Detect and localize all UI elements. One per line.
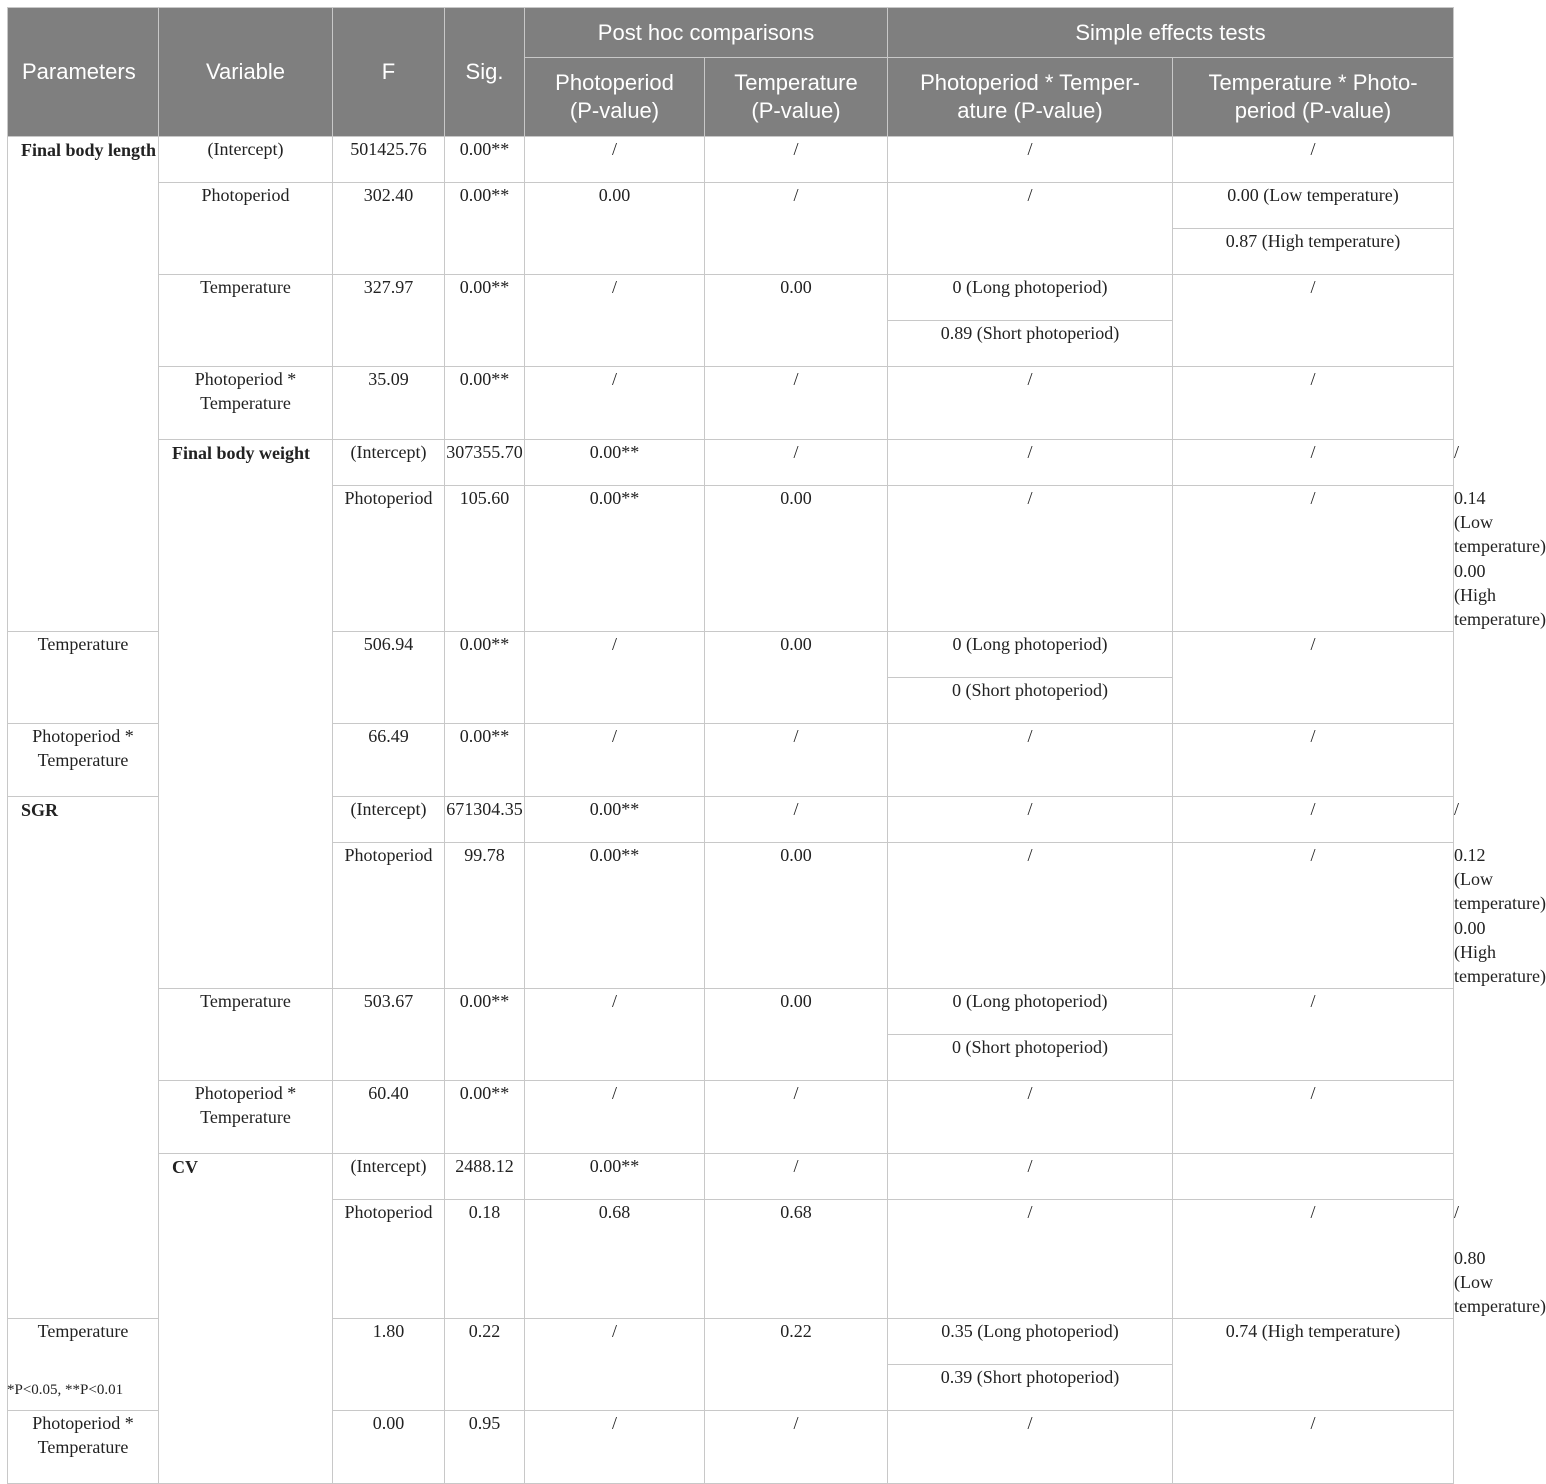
cell-post-temperature: / [888, 843, 1173, 989]
cell-variable: (Intercept) [333, 797, 445, 843]
cell-variable: (Intercept) [333, 1154, 445, 1200]
cell-sig: 0.22 [445, 1319, 525, 1411]
variable-line: Temperature [200, 1107, 291, 1127]
cell-f: 2488.12 [445, 1154, 525, 1200]
variable-line: Temperature [200, 393, 291, 413]
parameter-name: CV [159, 1154, 333, 1484]
cell-se-photo-temp: 0.89 (Short photoperiod) [888, 321, 1173, 367]
cell-sig: 0.00** [525, 1154, 705, 1200]
cell-se-temp-photo: / [1173, 137, 1454, 183]
cell-post-temperature: 0.00 [705, 632, 888, 724]
table-row [8, 1081, 1454, 1154]
cell-sig: 0.95 [445, 1411, 525, 1484]
cell-variable [159, 367, 333, 440]
cell-se-photo-temp: 0.39 (Short photoperiod) [888, 1365, 1173, 1411]
cell-sig: 0.00** [445, 1081, 525, 1154]
cell-se-temp-photo: 0.74 (High temperature) [1173, 1319, 1454, 1411]
cell-variable: Photoperiod [159, 183, 333, 275]
cell-variable: (Intercept) [159, 137, 333, 183]
header-post-hoc: Post hoc comparisons [525, 8, 888, 58]
cell-se-photo-temp: / [888, 183, 1173, 275]
cell-variable [159, 1081, 333, 1154]
cell-post-photoperiod: / [525, 275, 705, 367]
cell-se-temp-photo: / [1173, 275, 1454, 367]
variable-line: Photoperiod * [194, 1083, 297, 1103]
table-row: Photoperiod 105.60 0.00** 0.00 / / 0.14 (Low temperature) [8, 486, 1454, 559]
cell-variable: Temperature [8, 1319, 159, 1411]
cell-variable: Photoperiod [333, 486, 445, 632]
table-row [8, 1154, 1454, 1200]
cell-post-photoperiod: / [525, 724, 705, 797]
header-simple-effects: Simple effects tests [888, 8, 1454, 58]
table-row [8, 275, 1454, 321]
variable-line: Photoperiod * [32, 726, 134, 746]
cell-variable: Photoperiod [333, 1200, 445, 1319]
cell-se-photo-temp: / [888, 137, 1173, 183]
cell-sig: 0.00** [445, 367, 525, 440]
cell-post-photoperiod: / [705, 1154, 888, 1200]
cell-post-temperature: / [888, 440, 1173, 486]
cell-f: 105.60 [445, 486, 525, 632]
table-body [8, 137, 1546, 1484]
cell-sig: 0.68 [525, 1200, 705, 1319]
cell-se-temp-photo: / [1173, 632, 1454, 724]
table-row: 0.80 (Low temperature) [1454, 1248, 1546, 1316]
cell-sig: 0.00** [445, 989, 525, 1081]
cell-f: 501425.76 [333, 137, 445, 183]
cell-post-photoperiod: / [525, 1319, 705, 1411]
cell-post-photoperiod: / [525, 632, 705, 724]
table-row: 0.00 (High temperature) [1454, 561, 1546, 629]
cell-sig: 0.00** [445, 183, 525, 275]
parameter-name: Final body weight [159, 440, 333, 989]
cell-variable: Temperature [159, 275, 333, 367]
header-post-photoperiod: Photoperiod (P-value) [525, 58, 705, 137]
parameter-name: SGR [8, 797, 159, 1319]
parameter-name: Final body length [8, 137, 159, 632]
cell-post-temperature: / [888, 797, 1173, 843]
header-sig: Sig. [445, 8, 525, 137]
cell-post-photoperiod: / [525, 367, 705, 440]
cell-se-photo-temp: / [888, 367, 1173, 440]
table-row: Final body weight (Intercept) 307355.70 0.00** / / / / [8, 440, 1454, 486]
cell-sig: 0.00** [525, 440, 705, 486]
cell-post-temperature: / [705, 183, 888, 275]
cell-post-temperature: / [705, 1411, 888, 1484]
cell-post-photoperiod: / [525, 989, 705, 1081]
table-footnote: *P<0.05, **P<0.01 [7, 1382, 124, 1398]
table-row: Photoperiod 99.78 0.00** 0.00 / / 0.12 (Low temperature) [8, 843, 1454, 916]
cell-se-photo-temp: / [1173, 1200, 1454, 1319]
cell-se-temp-photo: / [1173, 367, 1454, 440]
cell-variable: Temperature [159, 989, 333, 1081]
cell-se-temp-photo: / [1173, 1081, 1454, 1154]
cell-se-temp-photo: 0.00 (Low temperature) [1173, 183, 1454, 229]
cell-se-photo-temp: 0 (Long photoperiod) [888, 989, 1173, 1035]
cell-variable [8, 724, 159, 797]
cell-se-photo-temp: / [1173, 486, 1454, 632]
cell-sig: 0.00** [445, 275, 525, 367]
cell-se-photo-temp: / [888, 1411, 1173, 1484]
cell-sig: 0.00** [445, 724, 525, 797]
cell-post-temperature: 0.22 [705, 1319, 888, 1411]
cell-sig: 0.00** [445, 632, 525, 724]
cell-variable: Temperature [8, 632, 159, 724]
table-row: 0.00 (High temperature) [1454, 918, 1546, 986]
table-row [8, 989, 1454, 1035]
cell-post-temperature: / [705, 724, 888, 797]
cell-se-temp-photo: / [1173, 1411, 1454, 1484]
cell-f: 0.00 [333, 1411, 445, 1484]
table-row [8, 367, 1454, 440]
cell-f: 671304.35 [445, 797, 525, 843]
cell-f: 1.80 [333, 1319, 445, 1411]
cell-se-photo-temp: 0 (Long photoperiod) [888, 275, 1173, 321]
cell-f: 506.94 [333, 632, 445, 724]
cell-se-photo-temp: / [1173, 440, 1454, 486]
cell-post-photoperiod: / [705, 440, 888, 486]
cell-se-photo-temp: 0.35 (Long photoperiod) [888, 1319, 1173, 1365]
cell-sig: 0.00** [445, 137, 525, 183]
variable-line: Temperature [37, 750, 129, 770]
table-row [8, 183, 1454, 229]
cell-se-temp-photo: 0.87 (High temperature) [1173, 229, 1454, 275]
cell-se-photo-temp: / [1173, 797, 1454, 843]
cell-f: 307355.70 [445, 440, 525, 486]
cell-sig: 0.00** [525, 486, 705, 632]
cell-se-photo-temp: 0 (Short photoperiod) [888, 678, 1173, 724]
cell-post-photoperiod: / [525, 1411, 705, 1484]
variable-line: Photoperiod * [32, 1413, 134, 1433]
anova-results-table [7, 7, 1546, 1484]
header-post-temperature: Temperature (P-value) [705, 58, 888, 137]
header-se-temp-photo: Temperature * Photo-period (P-value) [1173, 58, 1454, 137]
cell-f: 66.49 [333, 724, 445, 797]
header-parameters: Parameters [8, 8, 159, 137]
cell-f: 302.40 [333, 183, 445, 275]
table-row [8, 137, 1454, 183]
cell-sig: 0.00** [525, 797, 705, 843]
cell-se-photo-temp: / [888, 724, 1173, 797]
cell-post-photoperiod: / [525, 1081, 705, 1154]
cell-f: 327.97 [333, 275, 445, 367]
cell-se-photo-temp: 0 (Short photoperiod) [888, 1035, 1173, 1081]
header-f: F [333, 8, 445, 137]
cell-f: 0.18 [445, 1200, 525, 1319]
cell-sig: 0.00** [525, 843, 705, 989]
cell-f: 60.40 [333, 1081, 445, 1154]
cell-se-photo-temp: 0 (Long photoperiod) [888, 632, 1173, 678]
cell-f: 99.78 [445, 843, 525, 989]
variable-line: Photoperiod * [194, 369, 297, 389]
cell-variable: Photoperiod [333, 843, 445, 989]
cell-post-temperature: 0.00 [705, 275, 888, 367]
cell-variable: (Intercept) [333, 440, 445, 486]
cell-post-photoperiod: / [705, 797, 888, 843]
cell-post-photoperiod: 0.00 [705, 486, 888, 632]
table-row: Photoperiod 0.18 0.68 0.68 / / / [8, 1200, 1454, 1246]
cell-se-photo-temp: / [1173, 843, 1454, 989]
cell-post-temperature: / [888, 486, 1173, 632]
cell-post-temperature: / [888, 1200, 1173, 1319]
table-row: SGR (Intercept) 671304.35 0.00** / / / / [8, 797, 1454, 843]
cell-post-photoperiod: 0.00 [705, 843, 888, 989]
header-variable: Variable [159, 8, 333, 137]
cell-se-temp-photo: / [1173, 724, 1454, 797]
cell-se-photo-temp [1173, 1154, 1454, 1200]
cell-post-photoperiod: 0.68 [705, 1200, 888, 1319]
cell-f: 35.09 [333, 367, 445, 440]
cell-post-temperature: / [705, 137, 888, 183]
cell-post-temperature: / [888, 1154, 1173, 1200]
cell-se-photo-temp: / [888, 1081, 1173, 1154]
variable-line: Temperature [37, 1437, 129, 1457]
cell-se-temp-photo: / [1173, 989, 1454, 1081]
cell-post-temperature: / [705, 1081, 888, 1154]
cell-post-photoperiod: 0.00 [525, 183, 705, 275]
header-se-photo-temp: Photoperiod * Temper-ature (P-value) [888, 58, 1173, 137]
cell-post-temperature: / [705, 367, 888, 440]
cell-f: 503.67 [333, 989, 445, 1081]
cell-variable [8, 1411, 159, 1484]
cell-post-temperature: 0.00 [705, 989, 888, 1081]
cell-post-photoperiod: / [525, 137, 705, 183]
